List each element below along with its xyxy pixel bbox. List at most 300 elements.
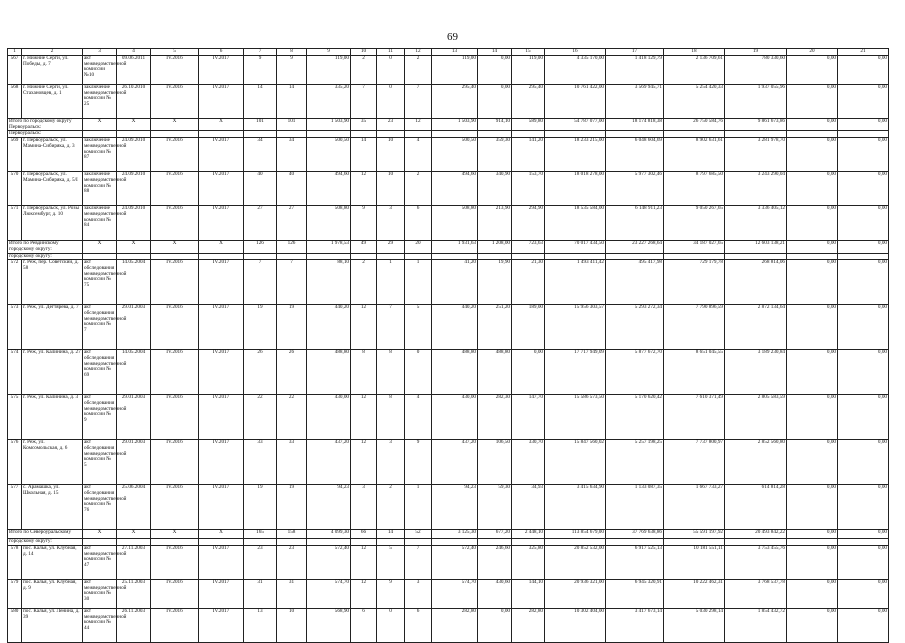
value-cell-col-19: 2 852 560,80 [725,440,787,485]
value-cell-col-11: 1 [377,260,405,305]
value-cell-col-18: 7 610 371,49 [664,395,725,440]
value-cell-col-7: 165 [244,530,277,539]
row-number-cell: 571 [8,206,22,241]
value-cell-col-13: 488,80 [432,350,478,395]
value-cell-col-19: 780 330,60 [725,56,787,85]
document-cell: акт межведомственной комиссии № 44 [83,608,117,642]
table-row [8,172,889,206]
value-cell-col-9: 437,20 [307,440,351,485]
table-body [8,49,889,643]
value-cell-col-10: 66 [351,530,377,539]
document-date-cell: 26.11.2003 [117,608,151,642]
value-cell-col-17: 1 418 129,79 [606,56,664,85]
document-date-cell: 09.06.2011 [117,56,151,85]
planned-start-cell: IV.2016 [151,579,199,608]
value-cell-col-15: 153,70 [512,172,545,206]
column-number-header: 3 [83,49,117,56]
subtotal-x-cell: X [117,119,151,131]
value-cell-col-18: 5 254 420,33 [664,85,725,119]
value-cell-col-21: 0,00 [838,206,889,241]
value-cell-col-8: 158 [277,530,307,539]
value-cell-col-18: 34 187 027,65 [664,241,725,253]
value-cell-col-19: 3 753 455,76 [725,545,787,579]
table-row [8,305,889,350]
value-cell-col-20: 0,00 [787,56,838,85]
value-cell-col-11: 14 [377,530,405,539]
value-cell-col-20: 0,00 [787,260,838,305]
column-number-header: 14 [478,49,512,56]
value-cell-col-15: 21,30 [512,260,545,305]
value-cell-col-17: 3 569 945,71 [606,85,664,119]
value-cell-col-20: 0,00 [787,579,838,608]
planned-start-cell: IV.2016 [151,206,199,241]
value-cell-col-9: 430,00 [307,395,351,440]
row-number-cell: 567 [8,56,22,85]
table-row [8,485,889,530]
value-cell-col-10: 12 [351,395,377,440]
value-cell-col-20: 0,00 [787,172,838,206]
document-cell: заключение межведомственной комиссии № 25 [83,85,117,119]
value-cell-col-12: 12 [405,119,432,131]
planned-end-cell: IV.2017 [199,172,244,206]
value-cell-col-14: 0,00 [478,608,512,642]
value-cell-col-15: 119,00 [512,56,545,85]
value-cell-col-9: 119,00 [307,56,351,85]
column-number-header: 21 [838,49,889,56]
subtotal-row [8,119,889,131]
value-cell-col-15: 294,90 [512,206,545,241]
value-cell-col-15: 0,00 [512,350,545,395]
value-cell-col-9: 494,60 [307,172,351,206]
planned-start-cell: IV.2016 [151,395,199,440]
value-cell-col-9: 574,70 [307,579,351,608]
value-cell-col-21: 0,00 [838,119,889,131]
value-cell-col-15: 330,70 [512,440,545,485]
subtotal-x-cell: X [199,119,244,131]
value-cell-col-11: 10 [377,138,405,172]
value-cell-col-19: 1 854 432,72 [725,608,787,642]
document-cell: заключение межведомственной комиссии № 88 [83,172,117,206]
subtotal-x-cell: X [117,530,151,539]
value-cell-col-21: 0,00 [838,395,889,440]
planned-start-cell: IV.2016 [151,350,199,395]
row-number-cell: 576 [8,440,22,485]
value-cell-col-8: 10 [277,608,307,642]
value-cell-col-13: 508,80 [432,206,478,241]
value-cell-col-14: 106,50 [478,440,512,485]
value-cell-col-9: 88,10 [307,260,351,305]
value-cell-col-7: 40 [244,172,277,206]
column-number-header: 7 [244,49,277,56]
row-number-cell: 579 [8,579,22,608]
value-cell-col-13: 430,00 [432,395,478,440]
value-cell-col-9: 4 099,30 [307,530,351,539]
value-cell-col-17: 18 174 818,38 [606,119,664,131]
value-cell-col-9: 335,20 [307,85,351,119]
value-cell-col-14: 677,20 [478,530,512,539]
document-cell: акт межведомственной комиссии №10 [83,56,117,85]
value-cell-col-8: 23 [277,545,307,579]
value-cell-col-12: 9 [405,440,432,485]
value-cell-col-13: 440,20 [432,305,478,350]
planned-start-cell: IV.2016 [151,608,199,642]
document-date-cell: 14.05.2004 [117,260,151,305]
value-cell-col-8: 101 [277,119,307,131]
value-cell-col-10: 7 [351,85,377,119]
value-cell-col-13: 1 931,63 [432,241,478,253]
value-cell-col-21: 0,00 [838,241,889,253]
subtotal-x-cell: X [151,530,199,539]
value-cell-col-19: 20 493 842,22 [725,530,787,539]
value-cell-col-18: 5 030 298,14 [664,608,725,642]
value-cell-col-19: 3 768 537,78 [725,579,787,608]
value-cell-col-7: 19 [244,305,277,350]
table-row [8,206,889,241]
value-cell-col-16: 17 717 949,09 [545,350,606,395]
value-cell-col-14: 1 208,00 [478,241,512,253]
table-row [8,545,889,579]
value-cell-col-14: 213,90 [478,206,512,241]
value-cell-col-21: 0,00 [838,56,889,85]
value-cell-col-20: 0,00 [787,485,838,530]
value-cell-col-17: 5 293 272,34 [606,305,664,350]
address-cell: г. Реж, ул. Калинина, д. 27 [22,350,83,395]
subtotal-x-cell: X [151,119,199,131]
value-cell-col-7: 27 [244,206,277,241]
value-cell-col-19: 1 937 055,96 [725,85,787,119]
value-cell-col-13: 94,23 [432,485,478,530]
column-number-header: 18 [664,49,725,56]
value-cell-col-16: 4 335 170,00 [545,56,606,85]
column-number-header: 12 [405,49,432,56]
value-cell-col-8: 31 [277,579,307,608]
table-row [8,56,889,85]
value-cell-col-20: 0,00 [787,85,838,119]
planned-end-cell: IV.2017 [199,440,244,485]
column-number-header: 4 [117,49,151,56]
resettlement-register-table [7,48,889,643]
value-cell-col-11: 3 [377,440,405,485]
value-cell-col-9: 440,20 [307,305,351,350]
value-cell-col-20: 0,00 [787,119,838,131]
value-cell-col-16: 10 302 404,00 [545,608,606,642]
value-cell-col-11: 0 [377,608,405,642]
value-cell-col-15: 189,00 [512,305,545,350]
value-cell-col-10: 12 [351,305,377,350]
value-cell-col-16: 113 854 679,00 [545,530,606,539]
value-cell-col-20: 0,00 [787,206,838,241]
column-number-header: 9 [307,49,351,56]
value-cell-col-8: 19 [277,305,307,350]
value-cell-col-13: 41,20 [432,260,478,305]
table-row [8,350,889,395]
value-cell-col-8: 19 [277,485,307,530]
row-number-cell: 572 [8,260,22,305]
address-cell: г. Первоуральск, ул. Розы Люксембург, д. 10 [22,206,83,241]
column-number-header: 6 [199,49,244,56]
planned-start-cell: IV.2016 [151,85,199,119]
value-cell-col-11: 8 [377,395,405,440]
planned-start-cell: IV.2016 [151,545,199,579]
value-cell-col-19: 2 872 134,64 [725,305,787,350]
planned-start-cell: IV.2016 [151,305,199,350]
value-cell-col-12: 0 [405,350,432,395]
planned-end-cell: IV.2017 [199,395,244,440]
column-number-header: 5 [151,49,199,56]
document-date-cell: 26.10.2010 [117,85,151,119]
value-cell-col-21: 0,00 [838,305,889,350]
column-number-header: 11 [377,49,405,56]
value-cell-col-20: 0,00 [787,440,838,485]
planned-end-cell: IV.2017 [199,138,244,172]
value-cell-col-7: 19 [244,485,277,530]
address-cell: г. Первоуральск, ул. Мамина-Сибиряка, д. 3 [22,138,83,172]
value-cell-col-19: 268 814,06 [725,260,787,305]
value-cell-col-18: 2 136 709,61 [664,56,725,85]
value-cell-col-12: 4 [405,395,432,440]
value-cell-col-14: 0,00 [478,85,512,119]
planned-end-cell: IV.2017 [199,350,244,395]
value-cell-col-16: 20 852 532,00 [545,545,606,579]
value-cell-col-17: 5 977 302,46 [606,172,664,206]
subtotal-x-cell: X [83,119,117,131]
table-row [8,395,889,440]
column-number-header: 17 [606,49,664,56]
value-cell-col-20: 0,00 [787,530,838,539]
row-number-cell: 575 [8,395,22,440]
value-cell-col-14: 0,00 [478,56,512,85]
value-cell-col-11: 2 [377,485,405,530]
value-cell-col-11: 7 [377,305,405,350]
value-cell-col-10: 8 [351,350,377,395]
value-cell-col-17: 6 148 911,23 [606,206,664,241]
value-cell-col-17: 1 133 087,35 [606,485,664,530]
value-cell-col-8: 34 [277,138,307,172]
document-date-cell: 29.01.2003 [117,440,151,485]
table-row [8,440,889,485]
document-date-cell: 29.01.2003 [117,395,151,440]
table-row [8,579,889,608]
value-cell-col-16: 15 956 303,57 [545,305,606,350]
value-cell-col-10: 6 [351,608,377,642]
row-number-cell: 574 [8,350,22,395]
value-cell-col-8: 14 [277,85,307,119]
value-cell-col-13: 574,70 [432,579,478,608]
subtotal-label-cell: Итого по Североуральскому [8,530,83,539]
column-number-header: 15 [512,49,545,56]
planned-end-cell: IV.2017 [199,485,244,530]
address-cell: г. Нижние Серги, ул. Стахановцев, д. 1 [22,85,83,119]
value-cell-col-13: 119,00 [432,56,478,85]
value-cell-col-8: 40 [277,172,307,206]
value-cell-col-14: 340,90 [478,172,512,206]
planned-end-cell: IV.2017 [199,206,244,241]
value-cell-col-7: 23 [244,545,277,579]
value-cell-col-19: 3 336 405,12 [725,206,787,241]
value-cell-col-12: 1 [405,485,432,530]
value-cell-col-18: 8 797 685,50 [664,172,725,206]
value-cell-col-15: 723,63 [512,241,545,253]
value-cell-col-17: 6 945 320,91 [606,579,664,608]
value-cell-col-16: 15 586 573,50 [545,395,606,440]
subtotal-row [8,530,889,539]
value-cell-col-12: 7 [405,85,432,119]
document-date-cell: 29.01.2003 [117,305,151,350]
value-cell-col-8: 33 [277,440,307,485]
column-number-header: 2 [22,49,83,56]
value-cell-col-13: 500,50 [432,138,478,172]
value-cell-col-15: 144,10 [512,579,545,608]
value-cell-col-10: 12 [351,440,377,485]
value-cell-col-7: 14 [244,85,277,119]
address-cell: г. Реж, ул. Дегтярева, д. 7 [22,305,83,350]
section-label-cell: городскому округу: [8,253,83,260]
row-number-cell: 577 [8,485,22,530]
subtotal-x-cell: X [151,241,199,253]
value-cell-col-7: 31 [244,579,277,608]
section-label-cell: городскому округу: [8,539,83,546]
column-number-header: 20 [787,49,838,56]
value-cell-col-19: 3 189 230,84 [725,350,787,395]
subtotal-label-cell: Итого по городскому округу Первоуральск: [8,119,83,131]
value-cell-col-11: 5 [377,545,405,579]
value-cell-col-14: 914,10 [478,119,512,131]
value-cell-col-12: 1 [405,260,432,305]
planned-start-cell: IV.2016 [151,56,199,85]
value-cell-col-17: 5 877 672,70 [606,350,664,395]
value-cell-col-7: 126 [244,241,277,253]
planned-end-cell: IV.2017 [199,85,244,119]
column-number-header: 16 [545,49,606,56]
value-cell-col-13: 282,80 [432,608,478,642]
value-cell-col-21: 0,00 [838,530,889,539]
section-label-cell: Первоуральск: [8,131,83,138]
value-cell-col-12: 52 [405,530,432,539]
document-date-cell: 14.05.2004 [117,350,151,395]
value-cell-col-15: 589,80 [512,119,545,131]
value-cell-col-12: 5 [405,305,432,350]
value-cell-col-7: 13 [244,608,277,642]
value-cell-col-13: 437,20 [432,440,478,485]
value-cell-col-14: 59,30 [478,485,512,530]
document-cell: заключение межведомственной комиссии № 87 [83,138,117,172]
value-cell-col-15: 147,70 [512,395,545,440]
document-cell: акт обследования межведомственной комиссии № 9 [83,395,117,440]
value-cell-col-17: 6 917 525,13 [606,545,664,579]
value-cell-col-19: 614 814,28 [725,485,787,530]
value-cell-col-19: 12 603 138,21 [725,241,787,253]
address-cell: пос. Калья, ул. Клубная, д. 14 [22,545,83,579]
value-cell-col-7: 9 [244,56,277,85]
value-cell-col-15: 141,20 [512,138,545,172]
value-cell-col-10: 49 [351,241,377,253]
value-cell-col-7: 101 [244,119,277,131]
planned-start-cell: IV.2016 [151,172,199,206]
subtotal-x-cell: X [199,241,244,253]
row-number-cell: 570 [8,172,22,206]
value-cell-col-14: 251,20 [478,305,512,350]
value-cell-col-12: 7 [405,545,432,579]
value-cell-col-12: 6 [405,206,432,241]
value-cell-col-12: 2 [405,56,432,85]
value-cell-col-13: 3 125,30 [432,530,478,539]
value-cell-col-18: 10 222 462,31 [664,579,725,608]
value-cell-col-10: 35 [351,119,377,131]
value-cell-col-10: 2 [351,260,377,305]
value-cell-col-21: 0,00 [838,172,889,206]
value-cell-col-11: 9 [377,579,405,608]
value-cell-col-11: 10 [377,172,405,206]
value-cell-col-20: 0,00 [787,305,838,350]
value-cell-col-20: 0,00 [787,241,838,253]
row-number-cell: 580 [8,608,22,642]
value-cell-col-9: 568,90 [307,608,351,642]
value-cell-col-13: 494,60 [432,172,478,206]
value-cell-col-16: 18 233 215,00 [545,138,606,172]
planned-end-cell: IV.2017 [199,305,244,350]
column-number-header: 10 [351,49,377,56]
value-cell-col-9: 94,23 [307,485,351,530]
document-cell: акт обследования межведомственной комиссии № 7 [83,305,117,350]
value-cell-col-8: 22 [277,395,307,440]
value-cell-col-16: 54 787 077,00 [545,119,606,131]
value-cell-col-7: 26 [244,350,277,395]
value-cell-col-11: 23 [377,119,405,131]
value-cell-col-17: 5 257 198,25 [606,440,664,485]
value-cell-col-14: 359,30 [478,138,512,172]
row-number-cell: 578 [8,545,22,579]
subtotal-x-cell: X [83,241,117,253]
address-cell: г. Реж, ул. Комсомольская, д. 6 [22,440,83,485]
value-cell-col-21: 0,00 [838,350,889,395]
row-number-cell: 568 [8,85,22,119]
value-cell-col-17: 3 417 673,14 [606,608,664,642]
value-cell-col-18: 9 050 267,65 [664,206,725,241]
column-number-header: 13 [432,49,478,56]
value-cell-col-18: 729 179,78 [664,260,725,305]
value-cell-col-18: 8 902 631,61 [664,138,725,172]
value-cell-col-16: 20 936 321,00 [545,579,606,608]
value-cell-col-17: 495 417,98 [606,260,664,305]
column-number-header: 1 [8,49,22,56]
value-cell-col-20: 0,00 [787,545,838,579]
subtotal-x-cell: X [199,530,244,539]
value-cell-col-8: 7 [277,260,307,305]
value-cell-col-9: 500,50 [307,138,351,172]
value-cell-col-7: 33 [244,440,277,485]
address-cell: г. Реж, пер. Советский, д. 58 [22,260,83,305]
value-cell-col-20: 0,00 [787,350,838,395]
value-cell-col-21: 0,00 [838,608,889,642]
value-cell-col-7: 7 [244,260,277,305]
value-cell-col-16: 1 493 411,42 [545,260,606,305]
value-cell-col-10: 14 [351,138,377,172]
value-cell-col-17: 6 048 604,69 [606,138,664,172]
table-row [8,138,889,172]
value-cell-col-19: 2 805 583,59 [725,395,787,440]
value-cell-col-16: 70 017 434,50 [545,241,606,253]
value-cell-col-10: 12 [351,172,377,206]
value-cell-col-15: 325,80 [512,545,545,579]
row-number-cell: 573 [8,305,22,350]
address-cell: г. Реж, ул. Калинина, д. 3 [22,395,83,440]
value-cell-col-11: 0 [377,85,405,119]
value-cell-col-12: 20 [405,241,432,253]
row-number-cell: 569 [8,138,22,172]
value-cell-col-10: 12 [351,579,377,608]
value-cell-col-13: 572,40 [432,545,478,579]
document-cell: акт обследования межведомственной комиссии № 69 [83,350,117,395]
